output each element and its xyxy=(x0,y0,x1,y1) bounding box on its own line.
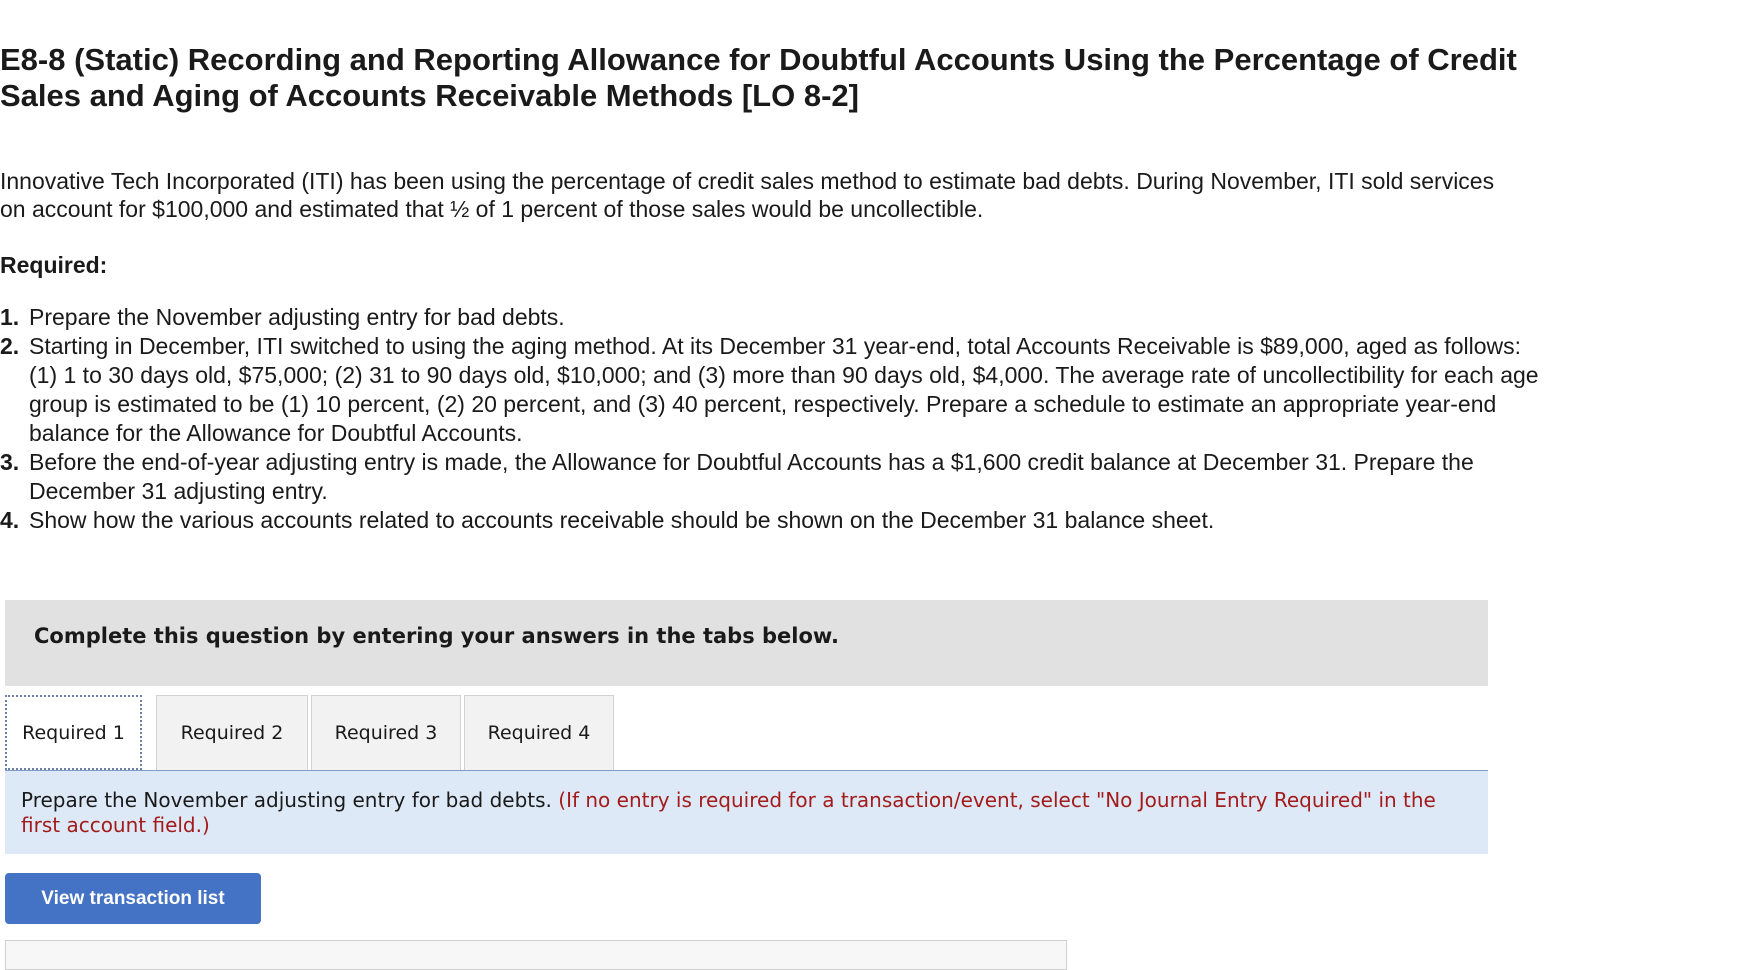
requirement-item xyxy=(0,506,1540,535)
instruction-text: Prepare the November adjusting entry for bad debts. xyxy=(21,788,552,812)
requirement-item xyxy=(0,332,1540,448)
requirement-item xyxy=(0,303,1540,332)
requirement-number: 4. xyxy=(0,507,20,533)
requirement-number: 3. xyxy=(0,449,20,475)
requirement-number: 1. xyxy=(0,304,20,330)
requirement-item xyxy=(0,448,1540,506)
problem-intro: Innovative Tech Incorporated (ITI) has been using the percentage of credit sales method to estimate bad debts. During November, ITI sold services on account for $100,000 and estimated that ½ of 1 percent of those sales would be uncollectible. xyxy=(0,168,1495,222)
instructions-banner xyxy=(5,600,1488,686)
required-heading: Required: xyxy=(0,252,108,278)
tab-required-2[interactable]: Required 2 xyxy=(156,695,308,770)
tab-required-4[interactable]: Required 4 xyxy=(464,695,614,770)
banner-text: Complete this question by entering your answers in the tabs below. xyxy=(34,624,839,648)
instruction-box xyxy=(5,771,1488,854)
tab-required-1[interactable]: Required 1 xyxy=(5,695,142,770)
requirement-text: Show how the various accounts related to accounts receivable should be shown on the December 31 balance sheet. xyxy=(29,507,1215,533)
instruction-note: (If no entry is required for a transaction/event, select "No Journal Entry Required" in the first account field.) xyxy=(21,788,1436,837)
requirement-number: 2. xyxy=(0,333,20,359)
journal-panel xyxy=(5,940,1067,970)
requirement-text: Starting in December, ITI switched to using the aging method. At its December 31 year-end, total Accounts Receivable is $89,000, aged as follows: (1) 1 to 30 days old, $75,000; (2) 31 to 90 days old, $10,000; and (3) more than 90 days old, $4,000. The average rate of uncollectibility for each age group is estimated to be (1) 10 percent, (2) 20 percent, and (3) 40 percent, respectively. Prepare a schedule to estimate an appropriate year-end balance for the Allowance for Doubtful Accounts. xyxy=(29,333,1539,446)
requirements-list xyxy=(0,303,1540,535)
requirement-text: Before the end-of-year adjusting entry is made, the Allowance for Doubtful Accounts has a $1,600 credit balance at December 31. Prepare the December 31 adjusting entry. xyxy=(29,449,1474,504)
view-transaction-list-button[interactable]: View transaction list xyxy=(5,873,261,924)
tab-required-3[interactable]: Required 3 xyxy=(311,695,461,770)
requirement-text: Prepare the November adjusting entry for bad debts. xyxy=(29,304,565,330)
page-title: E8-8 (Static) Recording and Reporting Allowance for Doubtful Accounts Using the Percentage of Credit Sales and Aging of Accounts Receivable Methods [LO 8-2] xyxy=(0,42,1517,113)
